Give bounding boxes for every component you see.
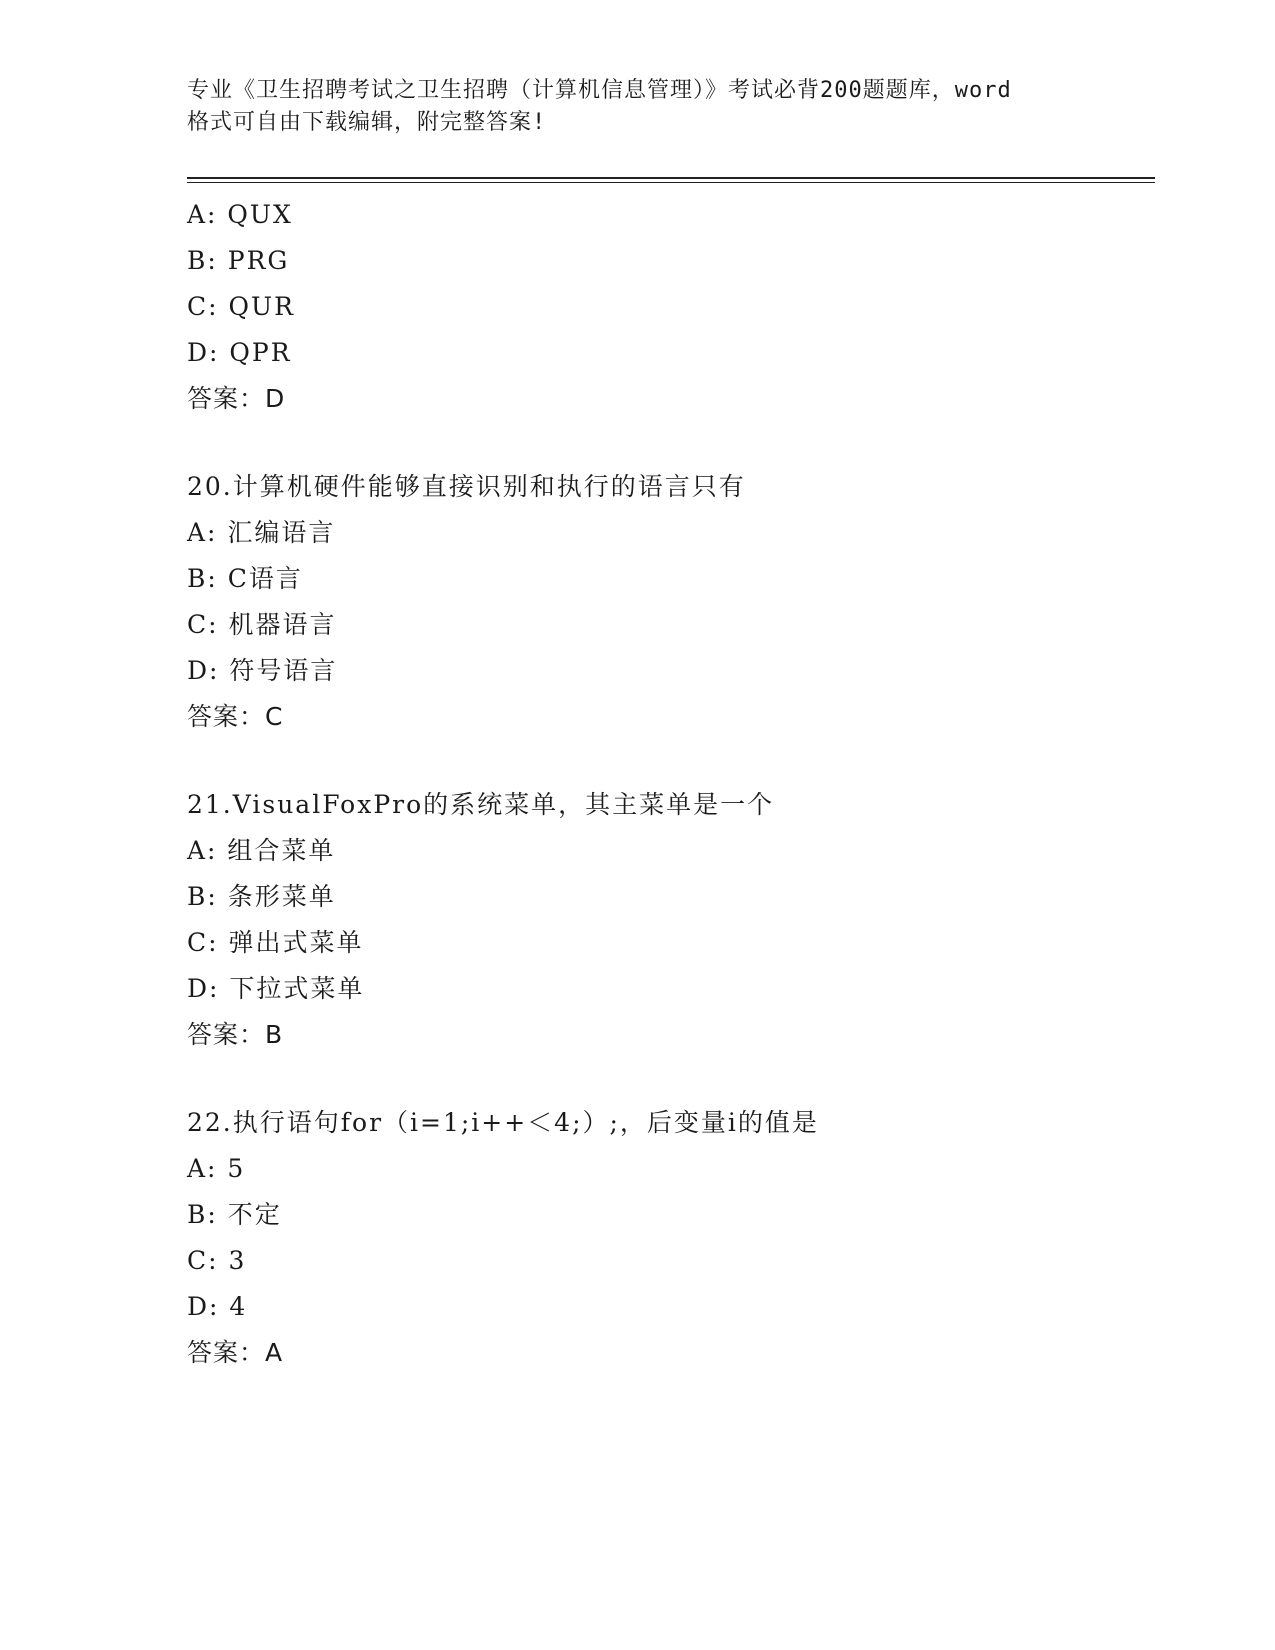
- option-a: A: 5: [187, 1154, 246, 1183]
- question-21: [187, 782, 1155, 1058]
- option-a: A: QUX: [187, 200, 293, 229]
- header-divider: [187, 177, 1155, 183]
- option-d: D: 符号语言: [187, 656, 338, 685]
- question-text: 21.VisualFoxPro的系统菜单，其主菜单是一个: [187, 790, 775, 819]
- header-line-1: 专业《卫生招聘考试之卫生招聘（计算机信息管理）》考试必背200题题库，word: [187, 78, 1012, 103]
- option-a: A: 组合菜单: [187, 836, 336, 865]
- question-20: [187, 464, 1155, 740]
- answer-line: 答案：A: [187, 1338, 284, 1367]
- option-b: B: 条形菜单: [187, 882, 336, 911]
- option-b: B: PRG: [187, 246, 290, 275]
- option-c: C: QUR: [187, 292, 295, 321]
- option-c: C: 机器语言: [187, 610, 337, 639]
- option-c: C: 弹出式菜单: [187, 928, 364, 957]
- question-22: [187, 1100, 1155, 1376]
- question-19-partial: [187, 192, 1155, 422]
- answer-line: 答案：D: [187, 384, 286, 413]
- option-b: B: 不定: [187, 1200, 282, 1229]
- question-text: 22.执行语句for（i=1;i++＜4;）;，后变量i的值是: [187, 1108, 819, 1137]
- option-d: D: 下拉式菜单: [187, 974, 365, 1003]
- option-b: B: C语言: [187, 564, 303, 593]
- answer-line: 答案：C: [187, 702, 284, 731]
- option-d: D: 4: [187, 1292, 248, 1321]
- option-d: D: QPR: [187, 338, 292, 367]
- question-text: 20.计算机硬件能够直接识别和执行的语言只有: [187, 472, 746, 501]
- question-list: [187, 192, 1155, 1376]
- answer-line: 答案：B: [187, 1020, 284, 1049]
- option-c: C: 3: [187, 1246, 247, 1275]
- option-a: A: 汇编语言: [187, 518, 336, 547]
- header-line-2: 格式可自由下载编辑，附完整答案!: [187, 110, 547, 135]
- document-header: [187, 75, 1087, 139]
- document-page: [187, 0, 1167, 1650]
